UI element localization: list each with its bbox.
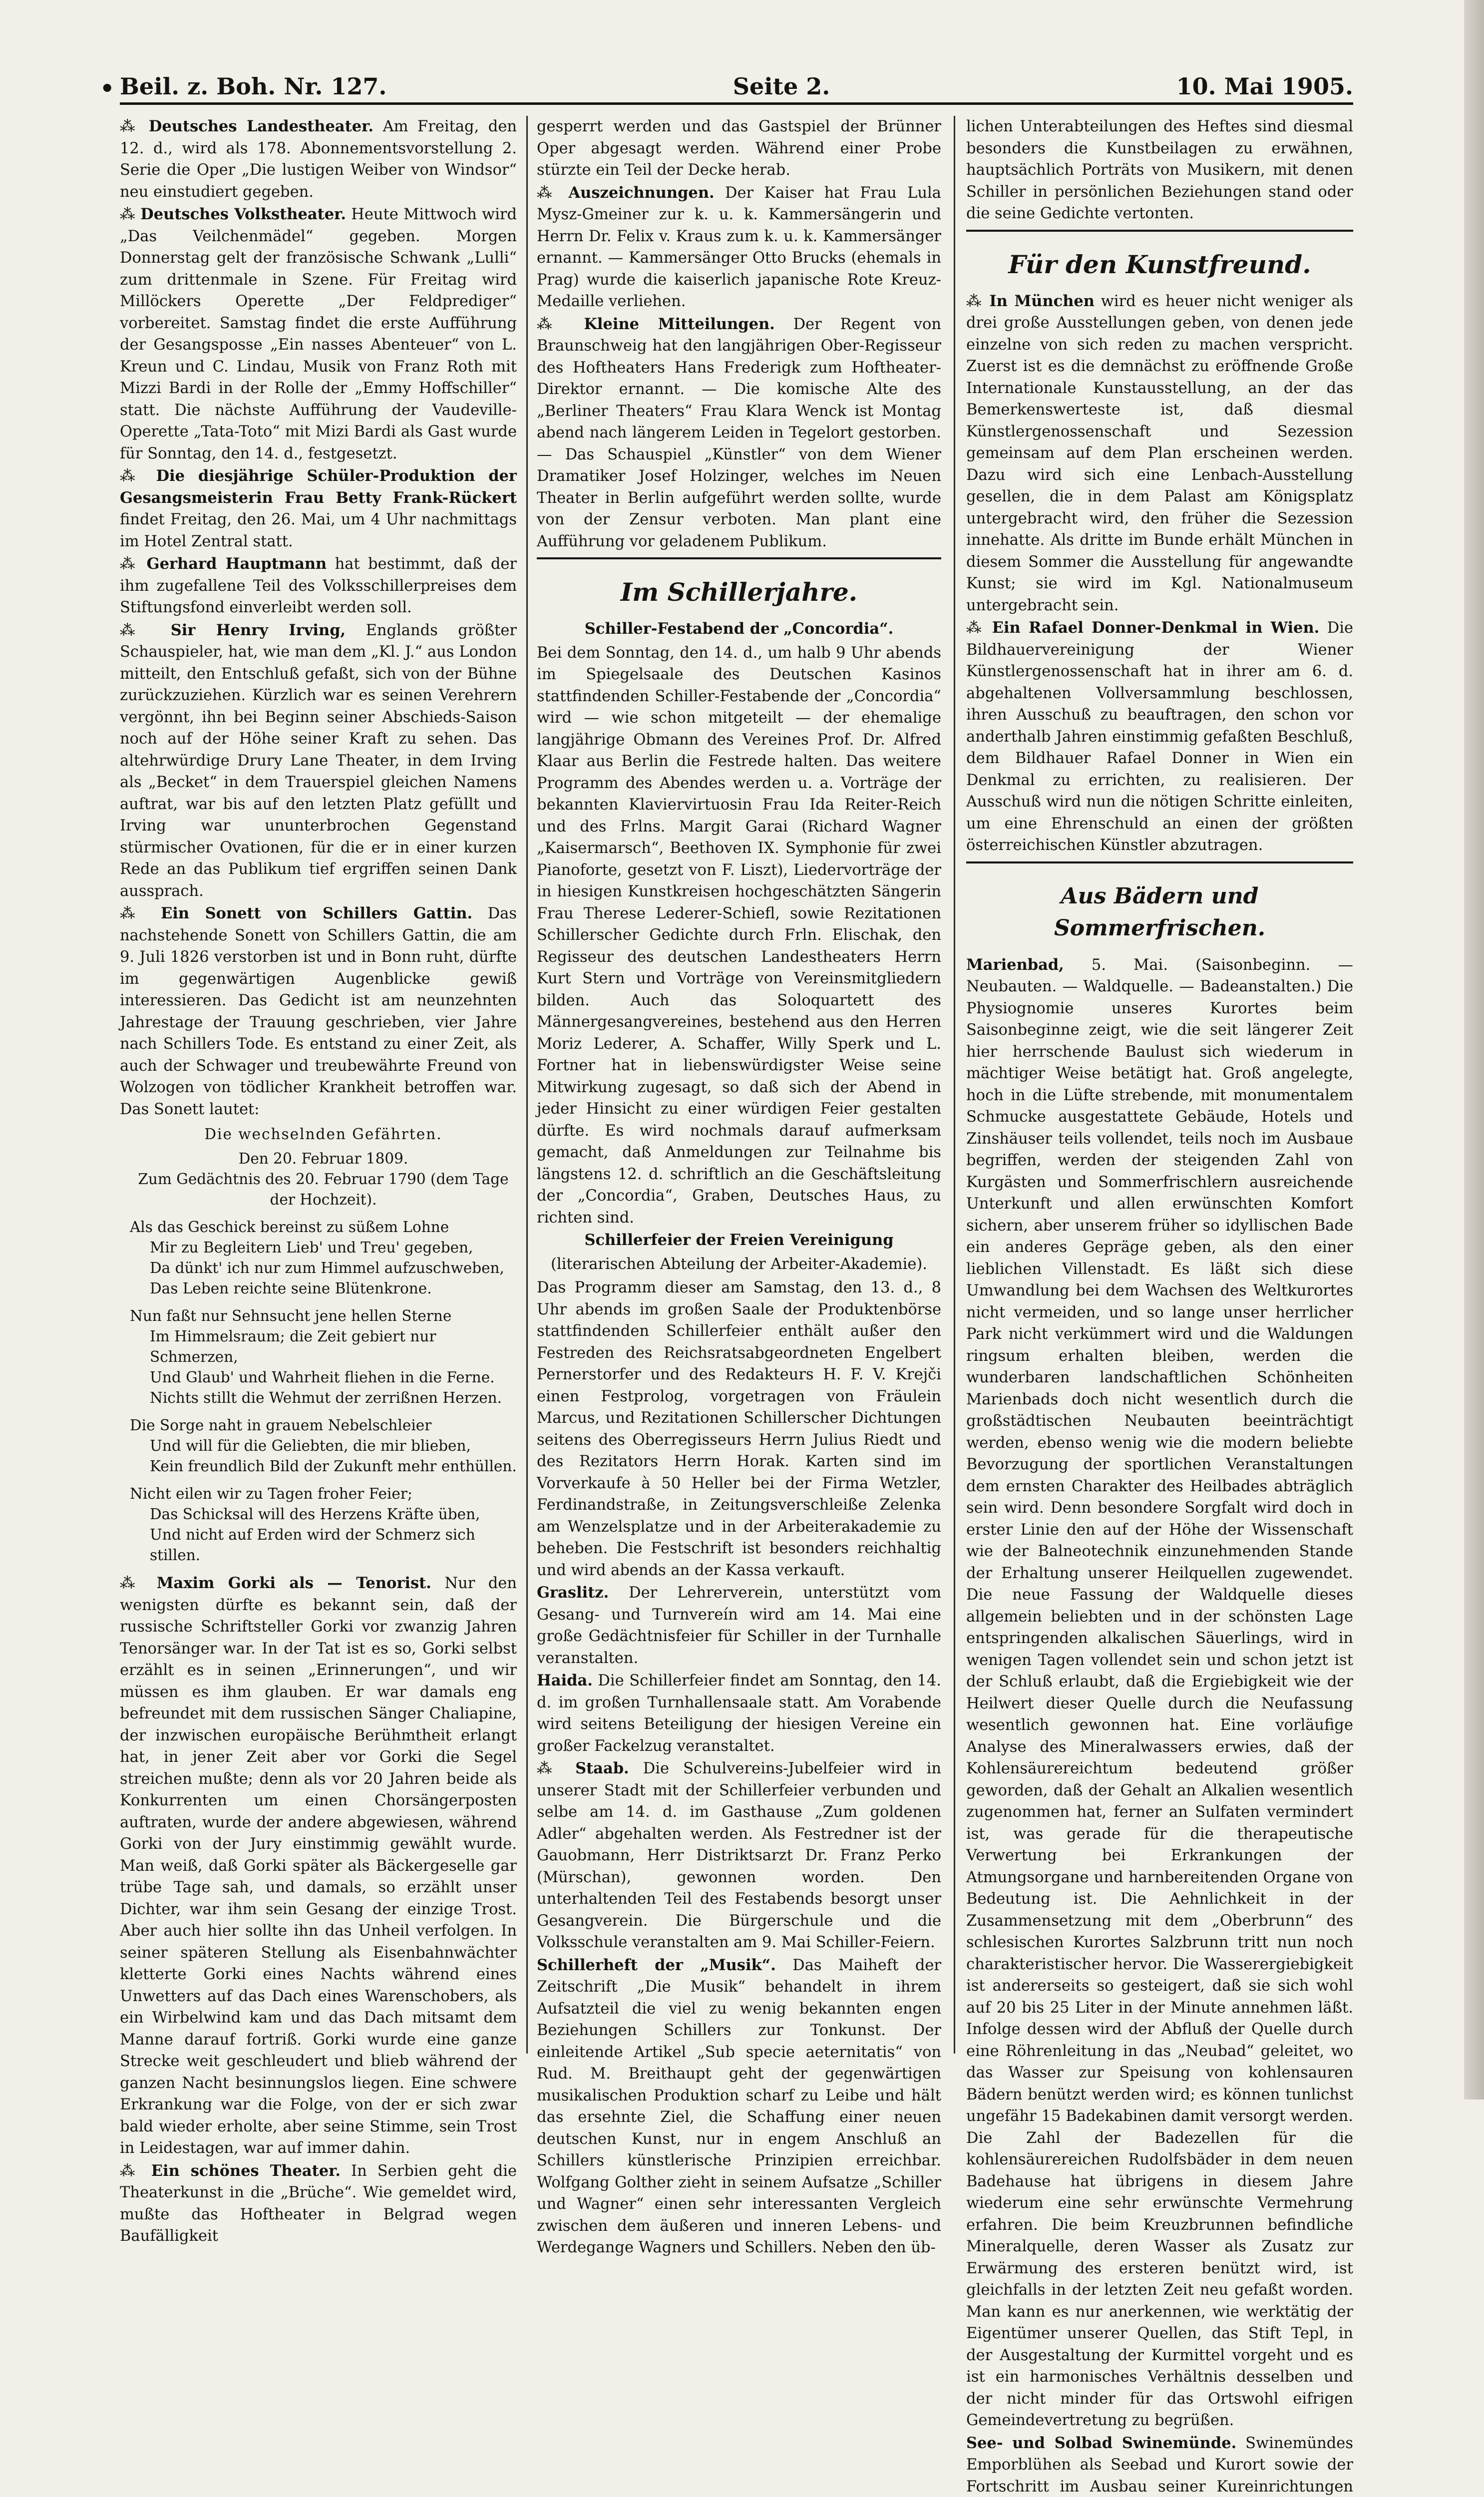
article-title: Schillerheft der „Musik“.: [537, 1956, 776, 1974]
article-concordia: Bei dem Sonntag, den 14. d., um halb 9 Uhr abends im Spiegelsaale des Deutschen Kasinos stattfindenden Schiller-Festabende der „Concordia“ wird — wie schon mitgeteilt — der ehemalige langjährige Obmann des Vereines Prof. Dr. Alfred Klaar aus Berlin die Festrede halten. Das weitere Programm des Abendes werden u. a. Vorträge der bekannten Klaviervirtuosin Frau Ida Reiter-Reich und des Frlns. Margit Garai (Richard Wagner „Kaisermarsch“, Beethoven IX. Symphonie für zwei Pianoforte, gesetzt von F. Liszt), Liedervorträge der in hiesigen Kunstkreisen hochgeschätzten Sängerin Frau Therese Lederer-Schiefl, sowie Rezitationen Schillerscher Gedichte durch Frln. Elischak, den Regisseur des deutschen Landestheaters Herrn Kurt Stern und Vorträge von Vereinsmitgliedern bilden. Auch das Soloquartett des Männergesangvereines, bestehend aus den Herren Moriz Lederer, A. Schaffer, Willy Sperk und L. Fortner hat in liebenswürdigster Weise seine Mitwirkung zugesagt, so daß sich der Abend in jeder Hinsicht zu einer würdigen Feier gestalten dürfte. Es wird nochmals darauf aufmerksam gemacht, daß Anmeldungen zur Teilnahme bis längstens 12. d. schriftlich an die Geschäftsleitung der „Concordia“, Graben, Deutsches Haus, zu richten sind.: [537, 642, 941, 1229]
article-text: In Serbien geht die Theaterkunst in die „Brüche“. Wie gemeldet wird, mußte das Hoftheater in Belgrad wegen Baufälligkeit: [120, 2162, 517, 2245]
poem-stanza: [130, 1306, 517, 1408]
column-divider: [954, 116, 955, 2054]
header-left: Beil. z. Boh. Nr. 127.: [120, 73, 386, 100]
article-muenchen: ⁂ In München wird es heuer nicht weniger als drei große Ausstellungen geben, von denen jede einzelne von sich reden zu machen verspricht. Zuerst ist es die demnächst zu eröffnende Große Internationale Kunstausstellung, an der das Bemerkenswerteste ist, daß diesmal Künstlergenossenschaft und Sezession gemeinsam auf dem Plan erscheinen werden. Dazu wird sich eine Lenbach-Ausstellung gesellen, die in dem Palast am Königsplatz untergebracht wird, den früher die Sezession innehatte. Als dritte im Bunde erhält München in diesem Sommer die Ausstellung für angewandte Kunst; sie wird im Kgl. Nationalmuseum untergebracht sein.: [966, 291, 1353, 617]
poem-line: Die Sorge naht in grauem Nebelschleier: [130, 1415, 517, 1436]
poem-line: Kein freundlich Bild der Zukunft mehr enthüllen.: [130, 1456, 517, 1477]
article-kleine-mitteilungen: ⁂ Kleine Mitteilungen. Der Regent von Braunschweig hat den langjährigen Ober-Regisseur des Hoftheaters Hans Frederigk zum Hoftheater-Direktor ernannt. — Die komische Alte des „Berliner Theaters“ Frau Klara Wenck ist Montag abend nach längerem Leiden in Tegelort gestorben. — Das Schauspiel „Künstler“ von dem Wiener Dramatiker Josef Holzinger, welches im Neuen Theater in Berlin aufgeführt werden sollte, wurde von der Zensur verboten. Man plant eine Aufführung vor geladenem Publikum.: [537, 314, 941, 560]
poem-stanza: [130, 1217, 517, 1299]
article-text: findet Freitag, den 26. Mai, um 4 Uhr nachmittags im Hotel Zentral statt.: [120, 511, 517, 550]
poem-line: Nichts stillt die Wehmut der zerrißnen Herzen.: [130, 1388, 517, 1408]
poem-title: Die wechselnden Gefährten.: [130, 1124, 517, 1145]
article-text: Der Lehrerverein, unterstützt vom Gesang- und Turnvereín wird am 14. Mai eine große Gedächtnisfeier für Schiller in der Turnhalle veranstalten.: [537, 1584, 941, 1667]
column-divider: [526, 116, 528, 2054]
article-graslitz: [537, 1582, 941, 1669]
page-header: [120, 65, 1353, 100]
article-title: Deutsches Landestheater.: [149, 117, 373, 135]
section-title-baedern: Aus Bädern und Sommerfrischen.: [966, 872, 1353, 948]
article-title: Kleine Mitteilungen.: [584, 315, 774, 333]
article-schoenes-theater: ⁂ Ein schönes Theater. In Serbien geht die Theaterkunst in die „Brüche“. Wie gemeldet wird, mußte das Hoftheater in Belgrad wegen Baufälligkeit: [120, 2160, 517, 2247]
poem-stanza: [130, 1484, 517, 1566]
subheading-concordia: Schiller-Festabend der „Concordia“.: [537, 618, 941, 640]
article-irving: ⁂ Sir Henry Irving, Englands größter Schauspieler, hat, wie man dem „Kl. J.“ aus London mitteilt, den Entschluß gefaßt, sich von der Bühne zurückzuziehen. Kürzlich war es seinen Verehrern vergönnt, ihn bei Beginn seiner Abschieds-Saison noch auf der Höhe seiner Kraft zu sehen. Das altehrwürdige Drury Lane Theater, in dem Irving als „Becket“ in dem Trauerspiel gleichen Namens auftrat, war bis auf den letzten Platz gefüllt und Irving war ununterbrochen Gegenstand stürmischer Ovationen, für die er in einer kurzen Rede an das Publikum tief ergriffen seinen Dank aussprach.: [120, 620, 517, 902]
article-donner-denkmal: ⁂ Ein Rafael Donner-Denkmal in Wien. Die Bildhauervereinigung der Wiener Künstlergenossenschaft hat in ihrer am 6. d. abgehaltenen Vollversammlung beschlossen, ihren Ausschuß zu beauftragen, den schon vor anderthalb Jahren einstimmig gefaßten Beschluß, dem Bildhauer Rafael Donner in Wien ein Denkmal zu errichten, zu realisieren. Der Ausschuß wird nun die nötigen Schritte einleiten, um eine Ehrenschuld an einen der größten österreichischen Künstler abzutragen.: [966, 617, 1353, 863]
article-title: Gerhard Hauptmann: [147, 555, 327, 573]
poem: [120, 1124, 517, 1566]
article-text: Heute Mittwoch wird „Das Veilchenmädel“ gegeben. Morgen Donnerstag gelt der französische Schwank „Lulli“ zum drittenmale in Szene. Für Freitag wird Millöckers Operette „Der Feldprediger“ vorbereitet. Samstag findet die erste Aufführung der Gesangsposse „Ein nasses Abenteuer“ von L. Kreun und C. Lindau, Musik von Franz Roth mit Mizzi Bardi in der Rolle der „Emmy Hoffschiller“ statt. Die nächste Aufführung der Vaudeville-Operette „Tata-Toto“ mit Mizi Bardi als Gast wurde für Sonntag, den 14. d., festgesetzt.: [120, 206, 517, 462]
poem-date: Den 20. Februar 1809.: [130, 1149, 517, 1169]
section-title-schillerjahre: Im Schillerjahre.: [537, 568, 941, 612]
article-text: Die Schulvereins-Jubelfeier wird in unserer Stadt mit der Schillerfeier verbunden und selbe am 14. d. im Gasthause „Zum goldenen Adler“ abgehalten werden. Als Festredner ist der Gauobmann, Herr Distriktsarzt Dr. Franz Perko (Mürschan), gewonnen worden. Den unterhaltenden Teil des Festabends besorgt unser Gesangverein. Die Bürgerschule und die Volksschule veranstalten am 9. Mai Schiller-Feiern.: [537, 1760, 941, 1951]
scan-edge: [1464, 0, 1484, 2099]
article-text: wird es heuer nicht weniger als drei große Ausstellungen geben, von denen jede einzelne von sich reden zu machen verspricht. Zuerst ist es die demnächst zu eröffnende Große Internationale Kunstausstellung, an der das Bemerkenswerteste ist, daß diesmal Künstlergenossenschaft und Sezession gemeinsam auf dem Plan erscheinen werden. Dazu wird sich eine Lenbach-Ausstellung gesellen, die in dem Palast am Königsplatz untergebracht wird, den früher die Sezession innehatte. Als dritte im Bunde erhält München in diesem Sommer die Ausstellung für angewandte Kunst; sie wird im Kgl. Nationalmuseum untergebracht sein.: [966, 293, 1353, 614]
poem-line: Als das Geschick bereinst zu süßem Lohne: [130, 1217, 517, 1238]
header-dot: •: [100, 75, 114, 102]
article-text: Am Freitag, den 12. d., wird als 178. Abonnementsvorstellung 2. Serie die Oper „Die lustigen Weiber von Windsor“ neu einstudiert gegeben.: [120, 118, 517, 201]
poem-line: Das Leben reichte seine Blütenkrone.: [130, 1278, 517, 1299]
section-title-kunstfreund: Für den Kunstfreund.: [966, 241, 1353, 285]
article-landestheater: ⁂ Deutsches Landestheater. Am Freitag, den 12. d., wird als 178. Abonnementsvorstellung 2. Serie die Oper „Die lustigen Weiber von Windsor“ neu einstudiert gegeben.: [120, 116, 517, 203]
article-marienbad: [966, 954, 1353, 2432]
header-rule: [120, 102, 1353, 105]
article-title: See- und Solbad Swinemünde.: [966, 2434, 1236, 2452]
article-text: Nur den wenigsten dürfte es bekannt sein, daß der russische Schriftsteller Gorki vor zwanzig Jahren Tenorsänger war. In der Tat ist es so, Gorki selbst erzählt es in seinen „Erinnerungen“, und wir müssen es ihm glauben. Er war damals eng befreundet mit dem russischen Sänger Chaliapine, der inzwischen europäische Berühmtheit erlangt hat, in jener Zeit aber vor Gorki die Segel streichen mußte; denn als vor 20 Jahren beide als Konkurrenten um einen Chorsängerposten auftraten, wurde der andere abgewiesen, während Gorki von der Jury einstimmig gewählt wurde. Man weiß, daß Gorki später als Bäckergeselle gar trübe Tage sah, und damals, so erzählt unser Dichter, war ihm sein Gesang der einzige Trost. Aber auch hier sollte ihn das Unheil verfolgen. In seiner späteren Stellung als Eisenbahnwächter kletterte Gorki eines Nachts während eines Unwetters auf das Dach eines Warenschobers, als ein Wirbelwind kam und das Dach mitsamt dem Manne darauf fortriß. Gorki wurde eine ganze Strecke weit geschleudert und blieb während der ganzen Nacht besinnungslos liegen. Eine schwere Erkrankung war die Folge, von der er sich zwar bald wieder erholte, aber seine Stimme, sein Trost in Leidestagen, war auf immer dahin.: [120, 1575, 517, 2157]
poem-line: Und Glaub' und Wahrheit fliehen in die Ferne.: [130, 1367, 517, 1388]
article-auszeichnungen: ⁂ Auszeichnungen. Der Kaiser hat Frau Lula Mysz-Gmeiner zur k. u. k. Kammersängerin und Herrn Dr. Felix v. Kraus zum k. u. k. Kammersänger ernannt. — Kammersänger Otto Brucks (ehemals in Prag) wurde die kaiserlich japanische Rote Kreuz-Medaille verliehen.: [537, 182, 941, 313]
article-title: Deutsches Volkstheater.: [140, 205, 346, 223]
poem-line: Da dünkt' ich nur zum Himmel aufzuschweben,: [130, 1258, 517, 1278]
article-staab: ⁂ Staab. Die Schulvereins-Jubelfeier wird in unserer Stadt mit der Schillerfeier verbunden und selbe am 14. d. im Gasthause „Zum goldenen Adler“ abgehalten werden. Als Festredner ist der Gauobmann, Herr Distriktsarzt Dr. Franz Perko (Mürschan), gewonnen worden. Den unterhaltenden Teil des Festabends besorgt unser Gesangverein. Die Bürgerschule und die Volksschule veranstalten am 9. Mai Schiller-Feiern.: [537, 1758, 941, 1954]
poem-line: Das Schicksal will des Herzens Kräfte üben,: [130, 1504, 517, 1525]
article-text: Der Kaiser hat Frau Lula Mysz-Gmeiner zur k. u. k. Kammersängerin und Herrn Dr. Felix v. Kraus zum k. u. k. Kammersänger ernannt. — Kammersänger Otto Brucks (ehemals in Prag) wurde die kaiserlich japanische Rote Kreuz-Medaille verliehen.: [537, 184, 941, 311]
subheading-arbeiter-akademie: (literarischen Abteilung der Arbeiter-Akademie).: [537, 1253, 941, 1275]
article-text: hat bestimmt, daß der ihm zugefallene Teil des Volksschillerpreises dem Stiftungsfond einverleibt werden soll.: [120, 555, 517, 616]
article-title: Die diesjährige Schüler-Produktion der Gesangsmeisterin Frau Betty Frank-Rückert: [120, 467, 517, 507]
article-schillerheft: [537, 1955, 941, 2259]
poem-line: Nicht eilen wir zu Tagen froher Feier;: [130, 1484, 517, 1504]
article-sonett: ⁂ Ein Sonett von Schillers Gattin. Das nachstehende Sonett von Schillers Gattin, die am 9. Juli 1826 verstorben ist und in Bonn ruht, dürfte im gegenwärtigen Augenblicke gewiß interessieren. Das Gedicht ist am neunzehnten Jahrestage der Trauung geschrieben, vier Jahre nach Schillers Tode. Es entstand zu einer Zeit, als auch der Schwager und treubewährte Freund von Wolzogen von tödlicher Krankheit betroffen war. Das Sonett lautet:: [120, 903, 517, 1120]
article-haida: [537, 1670, 941, 1757]
column-1: [120, 116, 517, 2054]
article-swinemuende: [966, 2433, 1353, 2497]
article-title: Auszeichnungen.: [569, 184, 715, 202]
poem-line: Mir zu Begleitern Lieb' und Treu' gegeben,: [130, 1238, 517, 1258]
poem-line: Im Himmelsraum; die Zeit gebiert nur Schmerzen,: [130, 1326, 517, 1367]
article-text: Swinemündes Emporblühen als Seebad und Kurort sowie der Fortschritt im Ausbau seiner Kureinrichtungen: [966, 2435, 1353, 2497]
article-volkstheater: ⁂ Deutsches Volkstheater. Heute Mittwoch wird „Das Veilchenmädel“ gegeben. Morgen Donnerstag gelt der französische Schwank „Lulli“ zum drittenmale in Szene. Für Freitag wird Millöckers Operette „Der Feldprediger“ vorbereitet. Samstag findet die erste Aufführung der Gesangsposse „Ein nasses Abenteuer“ von L. Kreun und C. Lindau, Musik von Franz Roth mit Mizzi Bardi in der Rolle der „Emmy Hoffschiller“ statt. Die nächste Aufführung der Vaudeville-Operette „Tata-Toto“ mit Mizi Bardi als Gast wurde für Sonntag, den 14. d., festgesetzt.: [120, 204, 517, 464]
article-title: Ein schönes Theater.: [151, 2162, 341, 2180]
article-freie-vereinigung: Das Programm dieser am Samstag, den 13. d., 8 Uhr abends im großen Saale der Produktenbörse stattfindenden Schillerfeier enthält außer den Festreden des Reichsratsabgeordneten Engelbert Pernerstorfer und des Redakteurs H. F. V. Krejči einen Festprolog, vorgetragen von Fräulein Marcus, und Rezitationen Schillerscher Dichtungen seitens des Oberregisseurs Herrn Julius Riedt und des Rezitators Herrn Horak. Karten sind im Vorverkaufe à 50 Heller bei der Firma Wetzler, Ferdinandstraße, in Zeitungsverschleiße Zelenka am Wenzelsplatze und in der Arbeiterakademie zu beheben. Die Festschrift ist besonders reichhaltig und wird abends an der Kassa verkauft.: [537, 1277, 941, 1581]
article-title: Graslitz.: [537, 1584, 609, 1602]
article-title: Haida.: [537, 1671, 593, 1689]
article-title: Ein Sonett von Schillers Gattin.: [161, 904, 472, 922]
article-continuation: gesperrt werden und das Gastspiel der Brünner Oper abgesagt werden. Während einer Probe stürzte ein Teil der Decke herab.: [537, 116, 941, 181]
article-text: Die Physiognomie unseres Kurortes beim Saisonbeginne zeigt, wie die seit längerer Zeit hier herrschende Baulust sich wiederum in mächtiger Weise betätigt hat. Groß angelegte, hoch in die Lüfte strebende, mit monumentalem Schmucke ausgestattete Gebäude, Hotels und Zinshäuser teils vollendet, teils noch im Ausbaue begriffen, werden der steigenden Zahl von Kurgästen und Sommerfrischlern ausreichende Unterkunft und allen erwünschten Komfort sichern, aber unserem früher so idyllischen Bade ein anderes Gepräge geben, als den einer lieblichen Villenstadt. Es läßt sich diese Umwandlung bei dem Wachsen des Weltkurortes nicht vermeiden, und so lange unser herrlicher Park nicht verkümmert wird und die Waldungen ringsum erhalten bleiben, werden die wunderbaren landschaftlichen Schönheiten Marienbads doch nicht wesentlich durch die großstädtischen Neubauten beeinträchtigt werden, ebenso wenig wie die modern beliebte Bevorzugung der sportlichen Veranstaltungen dem ernsten Charakter des Heilbades abträglich sein wird. Denn besondere Sorgfalt wird doch in erster Linie den auf der Höhe der Wissenschaft wie der Balneotechnik einzunehmenden Stande der Erhaltung unserer Heilquellen zugewendet. Die neue Fassung der Waldquelle dieses allgemein beliebten und in der schönsten Lage entspringenden alkalischen Säuerlings, wird in wenigen Tagen vollendet sein und schon jetzt ist der Schluß erlaubt, daß die Ergiebigkeit wie der Heilwert dieser Quelle durch die Neufassung wesentlich gewonnen hat. Eine vorläufige Analyse des Mineralwassers erwies, daß der Kohlensäurereichtum bedeutend größer geworden, daß der Gehalt an Alkalien wesentlich zugenommen hat, ferner an Sulfaten vermindert ist, was gerade für die therapeutische Verwertung bei Erkrankungen der Atmungsorgane und harnbereitenden Organe von Bedeutung ist. Die Aehnlichkeit in der Zusammensetzung mit dem „Oberbrunn“ des schlesischen Kurortes Salzbrunn tritt nun noch charakteristischer hervor. Die Wasserergiebigkeit ist andererseits so gesteigert, daß sie sich wohl auf 20 bis 25 Liter in der Minute annehmen läßt. Infolge dessen wird der Abfluß der Quelle durch eine Röhrenleitung in das „Neubad“ geleitet, wo das Wasser zur Speisung von kohlensauren Bädern benützt werden wird; es können tunlichst ungefähr 15 Badekabinen damit versorgt werden. Die Zahl der Badezellen für die kohlensäurereichen Rudolfsbäder in dem neuen Badehause hat übrigens in diesem Jahre wiederum eine sehr erwünschte Vermehrung erfahren. Die beim Kreuzbrunnen befindliche Mineralquelle, deren Wasser als Zusatz zur Erwärmung des ersteren benützt wird, ist gleichfalls in der letzten Zeit neu gefaßt worden. Man kann es nur anerkennen, wie werktätig der Eigentümer unserer Quellen, das Stift Tepl, in der Ausgestaltung der Kurmittel vorgeht und es ist ein harmonisches Verhältnis desselben und der nicht minder für das Ortswohl eifrigen Gemeindevertretung zu begrüßen.: [966, 978, 1353, 2429]
article-title: Ein Rafael Donner-Denkmal in Wien.: [992, 619, 1320, 637]
article-title: In München: [989, 292, 1095, 310]
article-title: Staab.: [575, 1759, 629, 1777]
column-2: [537, 116, 941, 2054]
poem-note: Zum Gedächtnis des 20. Februar 1790 (dem Tage der Hochzeit).: [130, 1169, 517, 1210]
column-3: [966, 116, 1353, 2054]
article-schueler-produktion: ⁂ Die diesjährige Schüler-Produktion der Gesangsmeisterin Frau Betty Frank-Rückert findet Freitag, den 26. Mai, um 4 Uhr nachmittags im Hotel Zentral statt.: [120, 465, 517, 552]
article-continuation: lichen Unterabteilungen des Heftes sind diesmal besonders die Kunstbeilagen zu erwähnen, hauptsächlich Porträts von Musikern, mit denen Schiller in persönlichen Beziehungen stand oder die seine Gedichte vertonten.: [966, 116, 1353, 232]
poem-stanza: [130, 1415, 517, 1477]
article-gorki: ⁂ Maxim Gorki als — Tenorist. Nur den wenigsten dürfte es bekannt sein, daß der russische Schriftsteller Gorki vor zwanzig Jahren Tenorsänger war. In der Tat ist es so, Gorki selbst erzählt es in seinen „Erinnerungen“, und wir müssen es ihm glauben. Er war damals eng befreundet mit dem russischen Sänger Chaliapine, der inzwischen europäische Berühmtheit erlangt hat, in jener Zeit aber vor Gorki die Segel streichen mußte; denn als vor 20 Jahren beide als Konkurrenten um einen Chorsängerposten auftraten, wurde der andere abgewiesen, während Gorki von der Jury einstimmig gewählt wurde. Man weiß, daß Gorki später als Bäckergeselle gar trübe Tage sah, und damals, so erzählt unser Dichter, war ihm sein Gesang der einzige Trost. Aber auch hier sollte ihn das Unheil verfolgen. In seiner späteren Stellung als Eisenbahnwächter kletterte Gorki eines Nachts während eines Unwetters auf das Dach eines Warenschobers, als ein Wirbelwind kam und das Dach mitsamt dem Manne darauf fortriß. Gorki wurde eine ganze Strecke weit geschleudert und blieb während der ganzen Nacht besinnungslos liegen. Eine schwere Erkrankung war die Folge, von der er sich zwar bald wieder erholte, aber seine Stimme, sein Trost in Leidestagen, war auf immer dahin.: [120, 1573, 517, 2159]
article-text: Die Bildhauervereinigung der Wiener Künstlergenossenschaft hat in ihrer am 6. d. abgehaltenen Vollversammlung beschlossen, ihren Ausschuß zu beauftragen, den schon vor anderthalb Jahren einstimmig gefaßten Beschluß, dem Bildhauer Rafael Donner in Wien ein Denkmal zu errichten, zu realisieren. Der Ausschuß wird nun die nötigen Schritte einleiten, um eine Ehrenschuld an einen der größten österreichischen Künstler abzutragen.: [966, 619, 1353, 854]
article-title: Maxim Gorki als — Tenorist.: [157, 1574, 431, 1592]
subheading-freie-vereinigung: Schillerfeier der Freien Vereinigung: [537, 1230, 941, 1251]
article-title: Marienbad,: [966, 956, 1064, 974]
header-center: Seite 2.: [733, 73, 830, 100]
poem-line: Nun faßt nur Sehnsucht jene hellen Sterne: [130, 1306, 517, 1326]
article-text: Die Schillerfeier findet am Sonntag, den 14. d. im großen Turnhallensaale statt. Am Vorabende wird seitens Beteiligung der hiesigen Vereine ein großer Fackelzug veranstaltet.: [537, 1672, 941, 1755]
article-text: Der Regent von Braunschweig hat den langjährigen Ober-Regisseur des Hoftheaters Hans Frederigk zum Hoftheater-Direktor ernannt. — Die komische Alte des „Berliner Theaters“ Frau Klara Wenck ist Montag abend nach längerem Leiden in Tegelort gestorben. — Das Schauspiel „Künstler“ von dem Wiener Dramatiker Josef Holzinger, welches im Neuen Theater in Berlin aufgeführt werden sollte, wurde von der Zensur verboten. Man plant eine Aufführung vor geladenem Publikum.: [537, 316, 941, 550]
article-text: Das nachstehende Sonett von Schillers Gattin, die am 9. Juli 1826 verstorben ist und in Bonn ruht, dürfte im gegenwärtigen Augenblicke gewiß interessieren. Das Gedicht ist am neunzehnten Jahrestage der Trauung geschrieben, vier Jahre nach Schillers Tode. Es entstand zu einer Zeit, als auch der Schwager und treubewährte Freund von Wolzogen von tödlicher Krankheit betroffen war. Das Sonett lautet:: [120, 905, 517, 1118]
article-text: Das Maiheft der Zeitschrift „Die Musik“ behandelt in ihrem Aufsatzteil die viel zu wenig bekannten engen Beziehungen Schillers zur Tonkunst. Der einleitende Artikel „Sub specie aeternitatis“ von Rud. M. Breithaupt geht der gegenwärtigen musikalischen Produktion scharf zu Leibe und hält das ersehnte Ziel, die Schaffung einer neuen deutschen Kunst, nur in engem Anschluß an Schillers künstlerische Prinzipien erreichbar. Wolfgang Golther zieht in seinem Aufsatze „Schiller und Wagner“ einen sehr interessanten Vergleich zwischen dem äußeren und inneren Lebens- und Werdegange Wagners und Schillers. Neben den üb-: [537, 1957, 941, 2257]
poem-line: Und nicht auf Erden wird der Schmerz sich stillen.: [130, 1525, 517, 1566]
header-right: 10. Mai 1905.: [1176, 73, 1353, 100]
article-head: 5. Mai. (Saisonbeginn. — Neubauten. — Waldquelle. — Badeanstalten.): [966, 956, 1353, 996]
article-hauptmann: ⁂ Gerhard Hauptmann hat bestimmt, daß der ihm zugefallene Teil des Volksschillerpreises dem Stiftungsfond einverleibt werden soll.: [120, 553, 517, 619]
poem-line: Und will für die Geliebten, die mir blieben,: [130, 1436, 517, 1456]
article-title: Sir Henry Irving,: [171, 621, 346, 639]
article-text: Englands größter Schauspieler, hat, wie man dem „Kl. J.“ aus London mitteilt, den Entschluß gefaßt, sich von der Bühne zurückzuziehen. Kürzlich war es seinen Verehrern vergönnt, ihn bei Beginn seiner Abschieds-Saison noch auf der Höhe seiner Kraft zu sehen. Das altehrwürdige Drury Lane Theater, in dem Irving als „Becket“ in dem Trauerspiel gleichen Namens auftrat, war bis auf den letzten Platz gefüllt und Irving war ununterbrochen Gegenstand stürmischer Ovationen, für die er in einer kurzen Rede an das Publikum tief ergriffen seinen Dank aussprach.: [120, 622, 517, 900]
